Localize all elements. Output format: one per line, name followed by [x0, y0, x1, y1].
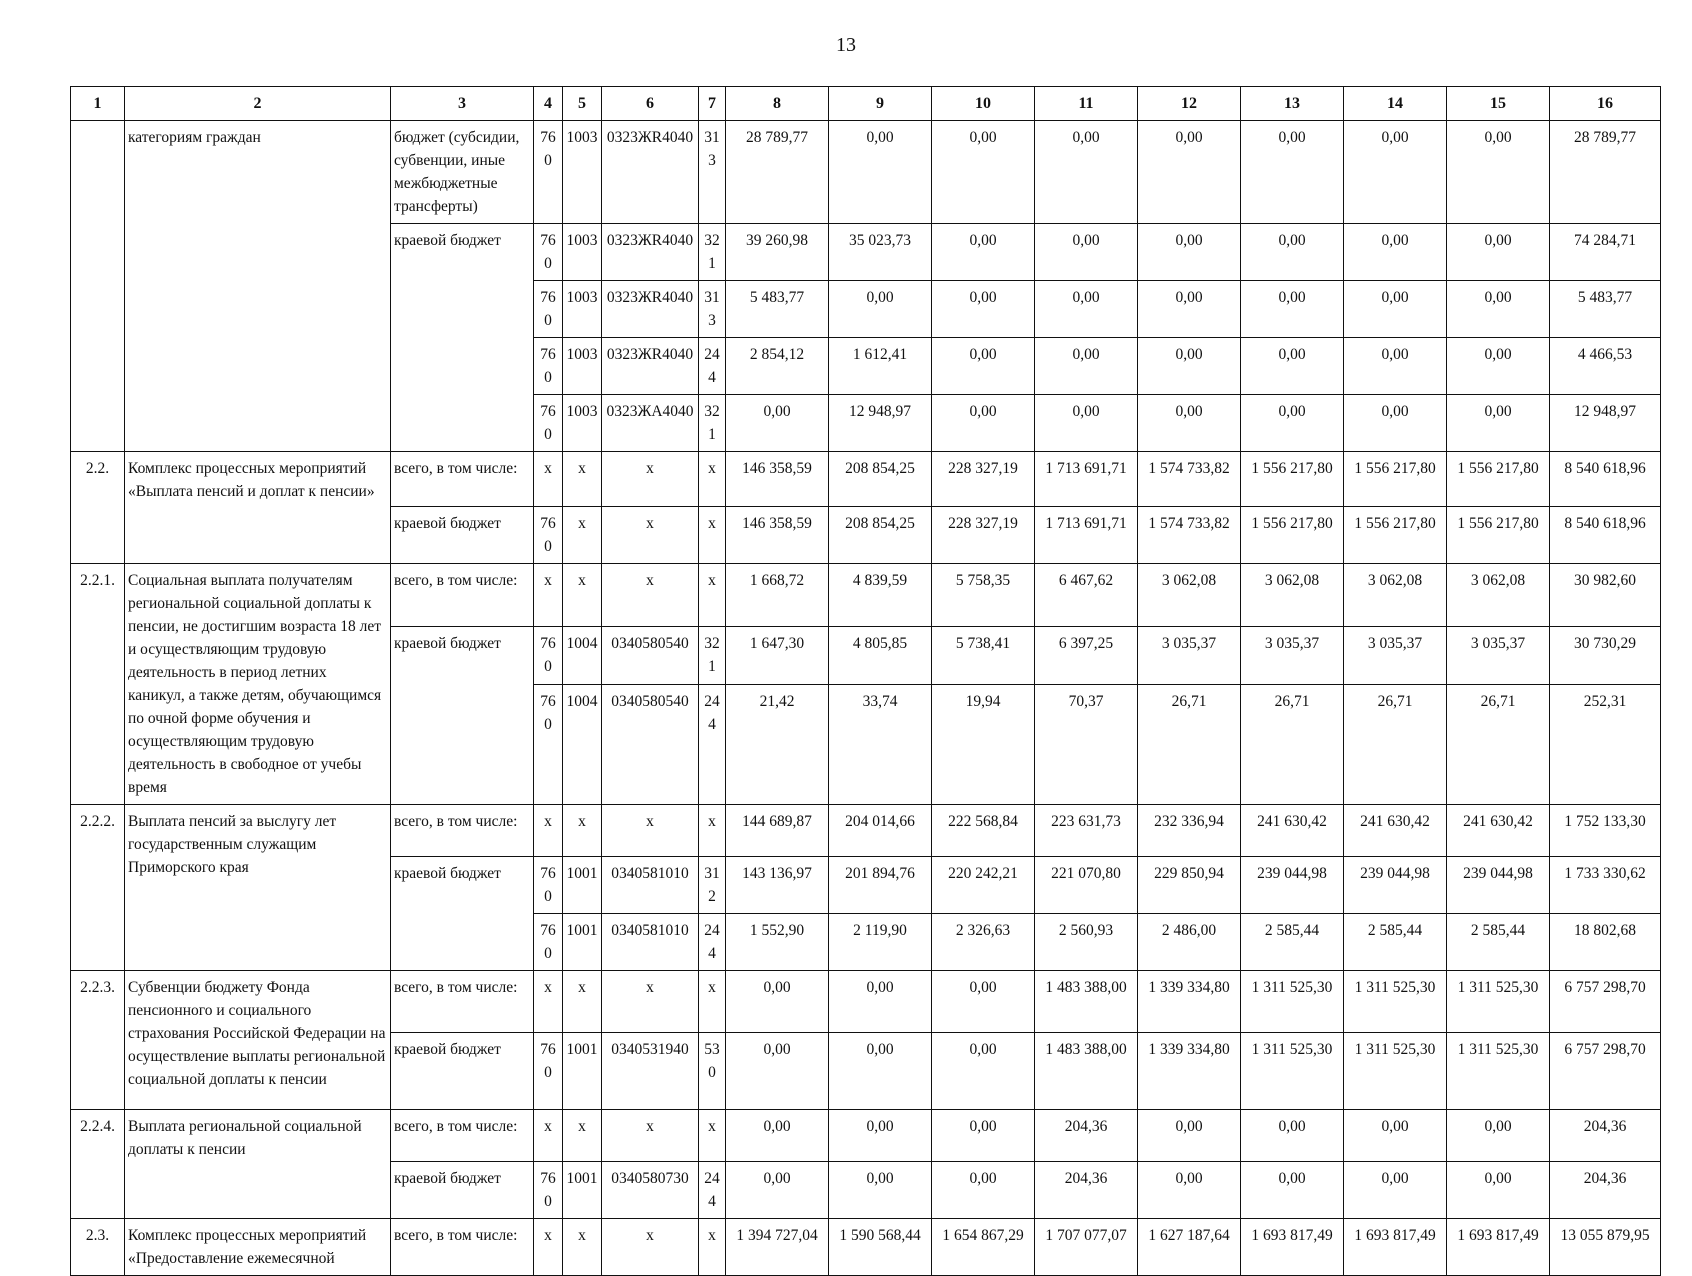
code-expense-type: x: [699, 507, 726, 564]
code-target: x: [602, 971, 699, 1033]
year-value: 0,00: [1344, 281, 1447, 338]
year-value: 3 035,37: [1344, 627, 1447, 685]
total-value: 13 055 879,95: [1550, 1219, 1661, 1276]
budget-type: всего, в том числе:: [391, 971, 534, 1033]
year-value: 1 713 691,71: [1035, 507, 1138, 564]
column-header: 14: [1344, 87, 1447, 121]
column-header: 11: [1035, 87, 1138, 121]
year-value: 0,00: [1344, 338, 1447, 395]
column-header: 4: [534, 87, 563, 121]
budget-type: всего, в том числе:: [391, 1110, 534, 1162]
code-grbs: 760: [534, 507, 563, 564]
code-grbs: 760: [534, 685, 563, 805]
year-value: 241 630,42: [1447, 805, 1550, 857]
year-value: 0,00: [932, 1162, 1035, 1219]
year-value: 2 585,44: [1344, 914, 1447, 971]
code-target: 0340581010: [602, 857, 699, 914]
code-expense-type: 313: [699, 281, 726, 338]
code-target: 0323ЖR4040: [602, 121, 699, 224]
year-value: 0,00: [1344, 1110, 1447, 1162]
budget-type: всего, в том числе:: [391, 1219, 534, 1276]
code-section: x: [563, 452, 602, 507]
item-name: Комплекс процессных мероприятий «Предоставление ежемесячной: [125, 1219, 391, 1276]
code-section: 1003: [563, 395, 602, 452]
total-value: 6 757 298,70: [1550, 971, 1661, 1033]
year-value: 2 326,63: [932, 914, 1035, 971]
year-value: 1 339 334,80: [1138, 971, 1241, 1033]
year-value: 1 394 727,04: [726, 1219, 829, 1276]
year-value: 0,00: [726, 1033, 829, 1110]
code-grbs: x: [534, 452, 563, 507]
item-name: Комплекс процессных мероприятий «Выплата пенсий и доплат к пенсии»: [125, 452, 391, 564]
year-value: 1 311 525,30: [1447, 971, 1550, 1033]
code-expense-type: 244: [699, 1162, 726, 1219]
year-value: 1 713 691,71: [1035, 452, 1138, 507]
year-value: 1 311 525,30: [1344, 1033, 1447, 1110]
column-header: 7: [699, 87, 726, 121]
code-expense-type: x: [699, 805, 726, 857]
year-value: 0,00: [932, 1033, 1035, 1110]
year-value: 143 136,97: [726, 857, 829, 914]
code-expense-type: 321: [699, 627, 726, 685]
budget-type: всего, в том числе:: [391, 564, 534, 627]
year-value: 0,00: [1138, 121, 1241, 224]
year-value: 0,00: [1035, 121, 1138, 224]
table-row: [71, 564, 1661, 627]
code-grbs: 760: [534, 1162, 563, 1219]
year-value: 26,71: [1344, 685, 1447, 805]
code-section: x: [563, 1219, 602, 1276]
column-header: 3: [391, 87, 534, 121]
code-expense-type: 244: [699, 685, 726, 805]
code-section: 1003: [563, 281, 602, 338]
year-value: 0,00: [1447, 224, 1550, 281]
year-value: 0,00: [1447, 121, 1550, 224]
code-expense-type: 321: [699, 224, 726, 281]
budget-type: всего, в том числе:: [391, 452, 534, 507]
year-value: 26,71: [1241, 685, 1344, 805]
column-header: 8: [726, 87, 829, 121]
year-value: 0,00: [1241, 121, 1344, 224]
code-target: 0323ЖА4040: [602, 395, 699, 452]
code-section: 1004: [563, 627, 602, 685]
year-value: 0,00: [726, 971, 829, 1033]
budget-type: краевой бюджет: [391, 1162, 534, 1219]
item-number: [71, 121, 125, 452]
year-value: 223 631,73: [1035, 805, 1138, 857]
year-value: 221 070,80: [1035, 857, 1138, 914]
year-value: 0,00: [1447, 281, 1550, 338]
year-value: 4 839,59: [829, 564, 932, 627]
year-value: 208 854,25: [829, 452, 932, 507]
year-value: 0,00: [1138, 1110, 1241, 1162]
column-header: 2: [125, 87, 391, 121]
total-value: 12 948,97: [1550, 395, 1661, 452]
year-value: 0,00: [1035, 338, 1138, 395]
code-grbs: 760: [534, 338, 563, 395]
item-name: Социальная выплата получателям региональной социальной доплаты к пенсии, не достигшим возраста 18 лет и осуществляющим трудовую деятельность в период летних каникул, а также детям, обучающимся по очной форме обучения и осуществляющим трудовую деятельность в свободное от учебы время: [125, 564, 391, 805]
total-value: 6 757 298,70: [1550, 1033, 1661, 1110]
year-value: 0,00: [726, 1110, 829, 1162]
year-value: 201 894,76: [829, 857, 932, 914]
year-value: 33,74: [829, 685, 932, 805]
year-value: 220 242,21: [932, 857, 1035, 914]
total-value: 18 802,68: [1550, 914, 1661, 971]
code-expense-type: 313: [699, 121, 726, 224]
year-value: 2 119,90: [829, 914, 932, 971]
code-section: 1001: [563, 857, 602, 914]
year-value: 0,00: [1138, 338, 1241, 395]
code-expense-type: x: [699, 1219, 726, 1276]
item-name: Субвенции бюджету Фонда пенсионного и социального страхования Российской Федерации на осуществление выплаты региональной социальной доплаты к пенсии: [125, 971, 391, 1110]
code-target: 0340531940: [602, 1033, 699, 1110]
code-expense-type: 244: [699, 338, 726, 395]
year-value: 232 336,94: [1138, 805, 1241, 857]
budget-type: всего, в том числе:: [391, 805, 534, 857]
year-value: 1 612,41: [829, 338, 932, 395]
year-value: 3 062,08: [1447, 564, 1550, 627]
code-target: x: [602, 452, 699, 507]
year-value: 241 630,42: [1344, 805, 1447, 857]
year-value: 0,00: [1241, 1110, 1344, 1162]
year-value: 1 483 388,00: [1035, 971, 1138, 1033]
year-value: 0,00: [1138, 281, 1241, 338]
code-section: 1001: [563, 914, 602, 971]
year-value: 21,42: [726, 685, 829, 805]
code-target: 0340581010: [602, 914, 699, 971]
year-value: 1 483 388,00: [1035, 1033, 1138, 1110]
year-value: 0,00: [829, 121, 932, 224]
code-target: x: [602, 1110, 699, 1162]
year-value: 2 560,93: [1035, 914, 1138, 971]
year-value: 144 689,87: [726, 805, 829, 857]
year-value: 0,00: [932, 338, 1035, 395]
year-value: 39 260,98: [726, 224, 829, 281]
code-target: x: [602, 507, 699, 564]
code-section: x: [563, 564, 602, 627]
year-value: 0,00: [932, 281, 1035, 338]
year-value: 1 556 217,80: [1447, 452, 1550, 507]
column-header: 13: [1241, 87, 1344, 121]
year-value: 239 044,98: [1447, 857, 1550, 914]
code-target: 0323ЖR4040: [602, 281, 699, 338]
year-value: 2 486,00: [1138, 914, 1241, 971]
code-target: 0323ЖR4040: [602, 224, 699, 281]
total-value: 8 540 618,96: [1550, 452, 1661, 507]
year-value: 1 693 817,49: [1447, 1219, 1550, 1276]
code-section: 1004: [563, 685, 602, 805]
year-value: 0,00: [1241, 395, 1344, 452]
code-target: 0340580540: [602, 627, 699, 685]
year-value: 1 556 217,80: [1344, 452, 1447, 507]
year-value: 222 568,84: [932, 805, 1035, 857]
year-value: 3 035,37: [1138, 627, 1241, 685]
item-number: 2.2.: [71, 452, 125, 564]
total-value: 252,31: [1550, 685, 1661, 805]
year-value: 1 668,72: [726, 564, 829, 627]
year-value: 35 023,73: [829, 224, 932, 281]
item-name: Выплата пенсий за выслугу лет государственным служащим Приморского края: [125, 805, 391, 971]
year-value: 5 758,35: [932, 564, 1035, 627]
code-grbs: 760: [534, 857, 563, 914]
year-value: 204,36: [1035, 1162, 1138, 1219]
budget-type: бюджет (субсидии, субвенции, иные межбюджетные трансферты): [391, 121, 534, 224]
year-value: 5 483,77: [726, 281, 829, 338]
total-value: 8 540 618,96: [1550, 507, 1661, 564]
year-value: 239 044,98: [1344, 857, 1447, 914]
year-value: 0,00: [1344, 1162, 1447, 1219]
item-name: Выплата региональной социальной доплаты к пенсии: [125, 1110, 391, 1219]
header-row: [71, 87, 1661, 121]
code-target: 0340580540: [602, 685, 699, 805]
column-header: 15: [1447, 87, 1550, 121]
year-value: 0,00: [1447, 338, 1550, 395]
code-expense-type: x: [699, 1110, 726, 1162]
year-value: 2 585,44: [1447, 914, 1550, 971]
year-value: 228 327,19: [932, 452, 1035, 507]
year-value: 0,00: [1138, 224, 1241, 281]
year-value: 0,00: [829, 1110, 932, 1162]
year-value: 0,00: [829, 281, 932, 338]
year-value: 0,00: [1447, 1110, 1550, 1162]
year-value: 0,00: [1241, 1162, 1344, 1219]
code-target: 0340580730: [602, 1162, 699, 1219]
year-value: 1 339 334,80: [1138, 1033, 1241, 1110]
year-value: 1 311 525,30: [1447, 1033, 1550, 1110]
year-value: 0,00: [1447, 1162, 1550, 1219]
column-header: 16: [1550, 87, 1661, 121]
year-value: 3 035,37: [1447, 627, 1550, 685]
year-value: 1 574 733,82: [1138, 507, 1241, 564]
total-value: 30 730,29: [1550, 627, 1661, 685]
year-value: 0,00: [1344, 395, 1447, 452]
year-value: 1 693 817,49: [1344, 1219, 1447, 1276]
code-grbs: 760: [534, 914, 563, 971]
year-value: 3 035,37: [1241, 627, 1344, 685]
year-value: 26,71: [1138, 685, 1241, 805]
code-section: 1003: [563, 338, 602, 395]
item-name: категориям граждан: [125, 121, 391, 452]
column-header: 9: [829, 87, 932, 121]
budget-type: краевой бюджет: [391, 1033, 534, 1110]
code-section: x: [563, 1110, 602, 1162]
year-value: 0,00: [1447, 395, 1550, 452]
code-grbs: 760: [534, 1033, 563, 1110]
year-value: 1 556 217,80: [1241, 507, 1344, 564]
table-row: [71, 452, 1661, 507]
year-value: 19,94: [932, 685, 1035, 805]
year-value: 0,00: [1035, 281, 1138, 338]
column-header: 12: [1138, 87, 1241, 121]
year-value: 1 311 525,30: [1344, 971, 1447, 1033]
total-value: 30 982,60: [1550, 564, 1661, 627]
code-expense-type: x: [699, 564, 726, 627]
code-section: x: [563, 971, 602, 1033]
year-value: 1 311 525,30: [1241, 1033, 1344, 1110]
year-value: 3 062,08: [1138, 564, 1241, 627]
code-expense-type: x: [699, 971, 726, 1033]
year-value: 0,00: [1241, 224, 1344, 281]
code-expense-type: 530: [699, 1033, 726, 1110]
year-value: 146 358,59: [726, 452, 829, 507]
year-value: 1 693 817,49: [1241, 1219, 1344, 1276]
budget-type: краевой бюджет: [391, 507, 534, 564]
item-number: 2.3.: [71, 1219, 125, 1276]
item-number: 2.2.1.: [71, 564, 125, 805]
year-value: 28 789,77: [726, 121, 829, 224]
year-value: 1 574 733,82: [1138, 452, 1241, 507]
year-value: 239 044,98: [1241, 857, 1344, 914]
year-value: 0,00: [932, 395, 1035, 452]
column-header: 1: [71, 87, 125, 121]
code-target: x: [602, 1219, 699, 1276]
total-value: 5 483,77: [1550, 281, 1661, 338]
code-section: 1003: [563, 121, 602, 224]
total-value: 204,36: [1550, 1110, 1661, 1162]
code-grbs: 760: [534, 121, 563, 224]
table-row: [71, 971, 1661, 1033]
code-grbs: x: [534, 564, 563, 627]
total-value: 74 284,71: [1550, 224, 1661, 281]
year-value: 1 556 217,80: [1447, 507, 1550, 564]
year-value: 5 738,41: [932, 627, 1035, 685]
code-grbs: 760: [534, 224, 563, 281]
table-row: [71, 805, 1661, 857]
code-grbs: 760: [534, 395, 563, 452]
year-value: 70,37: [1035, 685, 1138, 805]
column-header: 10: [932, 87, 1035, 121]
year-value: 1 311 525,30: [1241, 971, 1344, 1033]
total-value: 28 789,77: [1550, 121, 1661, 224]
year-value: 0,00: [1344, 121, 1447, 224]
code-target: x: [602, 805, 699, 857]
table-row: [71, 1110, 1661, 1162]
page-number: 13: [836, 34, 856, 56]
total-value: 204,36: [1550, 1162, 1661, 1219]
year-value: 0,00: [829, 971, 932, 1033]
total-value: 1 733 330,62: [1550, 857, 1661, 914]
year-value: 1 627 187,64: [1138, 1219, 1241, 1276]
year-value: 0,00: [1241, 338, 1344, 395]
year-value: 12 948,97: [829, 395, 932, 452]
table-row: [71, 121, 1661, 224]
item-number: 2.2.4.: [71, 1110, 125, 1219]
year-value: 1 590 568,44: [829, 1219, 932, 1276]
column-header: 6: [602, 87, 699, 121]
year-value: 1 556 217,80: [1241, 452, 1344, 507]
year-value: 6 397,25: [1035, 627, 1138, 685]
code-expense-type: 312: [699, 857, 726, 914]
year-value: 0,00: [1241, 281, 1344, 338]
year-value: 0,00: [932, 121, 1035, 224]
year-value: 2 854,12: [726, 338, 829, 395]
code-expense-type: 321: [699, 395, 726, 452]
code-grbs: 760: [534, 281, 563, 338]
total-value: 4 466,53: [1550, 338, 1661, 395]
total-value: 1 752 133,30: [1550, 805, 1661, 857]
year-value: 6 467,62: [1035, 564, 1138, 627]
column-header: 5: [563, 87, 602, 121]
year-value: 0,00: [726, 395, 829, 452]
year-value: 229 850,94: [1138, 857, 1241, 914]
year-value: 0,00: [932, 224, 1035, 281]
year-value: 1 552,90: [726, 914, 829, 971]
year-value: 2 585,44: [1241, 914, 1344, 971]
year-value: 0,00: [726, 1162, 829, 1219]
code-target: x: [602, 564, 699, 627]
code-section: 1003: [563, 224, 602, 281]
code-grbs: x: [534, 1219, 563, 1276]
year-value: 241 630,42: [1241, 805, 1344, 857]
code-expense-type: x: [699, 452, 726, 507]
code-grbs: x: [534, 1110, 563, 1162]
code-grbs: 760: [534, 627, 563, 685]
year-value: 1 707 077,07: [1035, 1219, 1138, 1276]
code-grbs: x: [534, 805, 563, 857]
budget-type: краевой бюджет: [391, 857, 534, 971]
code-section: 1001: [563, 1162, 602, 1219]
code-grbs: x: [534, 971, 563, 1033]
year-value: 208 854,25: [829, 507, 932, 564]
year-value: 0,00: [1138, 1162, 1241, 1219]
year-value: 204 014,66: [829, 805, 932, 857]
code-section: 1001: [563, 1033, 602, 1110]
year-value: 3 062,08: [1344, 564, 1447, 627]
year-value: 0,00: [1344, 224, 1447, 281]
year-value: 204,36: [1035, 1110, 1138, 1162]
budget-type: краевой бюджет: [391, 627, 534, 805]
year-value: 0,00: [1035, 224, 1138, 281]
code-expense-type: 244: [699, 914, 726, 971]
year-value: 146 358,59: [726, 507, 829, 564]
table-row: [71, 1219, 1661, 1276]
year-value: 1 556 217,80: [1344, 507, 1447, 564]
year-value: 26,71: [1447, 685, 1550, 805]
budget-type: краевой бюджет: [391, 224, 534, 452]
year-value: 0,00: [932, 1110, 1035, 1162]
year-value: 228 327,19: [932, 507, 1035, 564]
year-value: 0,00: [829, 1033, 932, 1110]
code-section: x: [563, 507, 602, 564]
item-number: 2.2.3.: [71, 971, 125, 1110]
year-value: 4 805,85: [829, 627, 932, 685]
year-value: 3 062,08: [1241, 564, 1344, 627]
code-section: x: [563, 805, 602, 857]
code-target: 0323ЖR4040: [602, 338, 699, 395]
year-value: 1 654 867,29: [932, 1219, 1035, 1276]
year-value: 0,00: [932, 971, 1035, 1033]
year-value: 0,00: [1138, 395, 1241, 452]
year-value: 0,00: [1035, 395, 1138, 452]
year-value: 0,00: [829, 1162, 932, 1219]
year-value: 1 647,30: [726, 627, 829, 685]
item-number: 2.2.2.: [71, 805, 125, 971]
budget-table: [70, 86, 1661, 1276]
